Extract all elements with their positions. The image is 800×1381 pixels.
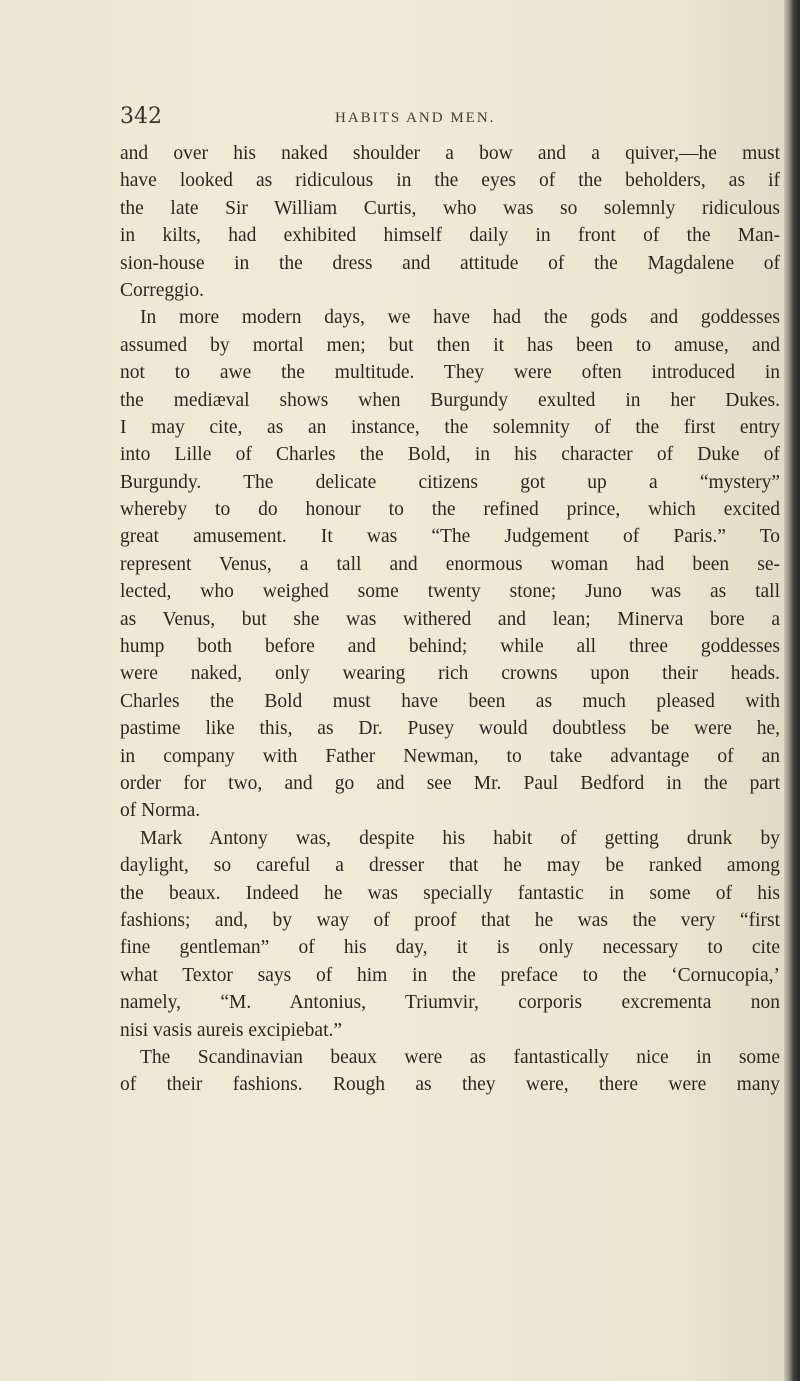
running-head: HABITS AND MEN. (335, 110, 496, 126)
page-binding-edge (784, 0, 800, 1381)
text-line: and over his naked shoulder a bow and a quiver,—he must (120, 143, 780, 164)
text-line: hump both before and behind; while all three goddesses (120, 636, 780, 658)
text-line: nisi vasis aureis excipiebat.” (120, 1019, 343, 1041)
text-line: as Venus, but she was withered and lean; Minerva bore a (120, 608, 780, 630)
page-number: 342 (120, 104, 162, 129)
text-line: were naked, only wearing rich crowns upon their heads. (120, 663, 780, 685)
text-line: the beaux. Indeed he was specially fantastic in some of his (120, 882, 780, 904)
text-line: great amusement. It was “The Judgement of Paris.” To (120, 526, 780, 548)
text-line: into Lille of Charles the Bold, in his character of Duke of (120, 444, 780, 466)
text-line: fashions; and, by way of proof that he was the very “first (120, 909, 780, 931)
body-text (120, 140, 780, 1099)
text-line: have looked as ridiculous in the eyes of the beholders, as if (120, 170, 780, 192)
text-line: in company with Father Newman, to take advantage of an (120, 745, 780, 767)
text-line: In more modern days, we have had the gods and goddesses (140, 307, 780, 329)
text-line: represent Venus, a tall and enormous woman had been se- (120, 553, 780, 575)
text-line: pastime like this, as Dr. Pusey would doubtless be were he, (120, 718, 780, 740)
text-line: what Textor says of him in the preface to the ‘Cornucopia,’ (120, 964, 780, 986)
text-line: whereby to do honour to the refined prince, which excited (120, 499, 780, 521)
page-header (120, 104, 780, 134)
text-line: daylight, so careful a dresser that he may be ranked among (120, 855, 780, 877)
text-line: The Scandinavian beaux were as fantastically nice in some (140, 1046, 780, 1068)
text-line: in kilts, had exhibited himself daily in front of the Man- (120, 225, 780, 247)
text-line: I may cite, as an instance, the solemnity of the first entry (120, 416, 780, 438)
text-line: the late Sir William Curtis, who was so solemnly ridiculous (120, 197, 780, 219)
text-line: Charles the Bold must have been as much pleased with (120, 690, 780, 712)
text-line: of their fashions. Rough as they were, there were many (120, 1074, 780, 1096)
text-line: Correggio. (120, 279, 204, 301)
text-line: of Norma. (120, 800, 201, 822)
text-line: lected, who weighed some twenty stone; Juno was as tall (120, 581, 780, 603)
text-line: sion-house in the dress and attitude of the Magdalene of (120, 252, 780, 274)
text-line: Mark Antony was, despite his habit of getting drunk by (140, 827, 780, 849)
text-line: not to awe the multitude. They were often introduced in (120, 362, 780, 384)
text-line: assumed by mortal men; but then it has been to amuse, and (120, 334, 780, 356)
text-line: fine gentleman” of his day, it is only necessary to cite (120, 937, 780, 959)
text-line: order for two, and go and see Mr. Paul Bedford in the part (120, 772, 780, 794)
text-line: namely, “M. Antonius, Triumvir, corporis excrementa non (120, 992, 780, 1014)
text-line: Burgundy. The delicate citizens got up a “mystery” (120, 471, 780, 493)
text-line: the mediæval shows when Burgundy exulted in her Dukes. (120, 389, 780, 411)
